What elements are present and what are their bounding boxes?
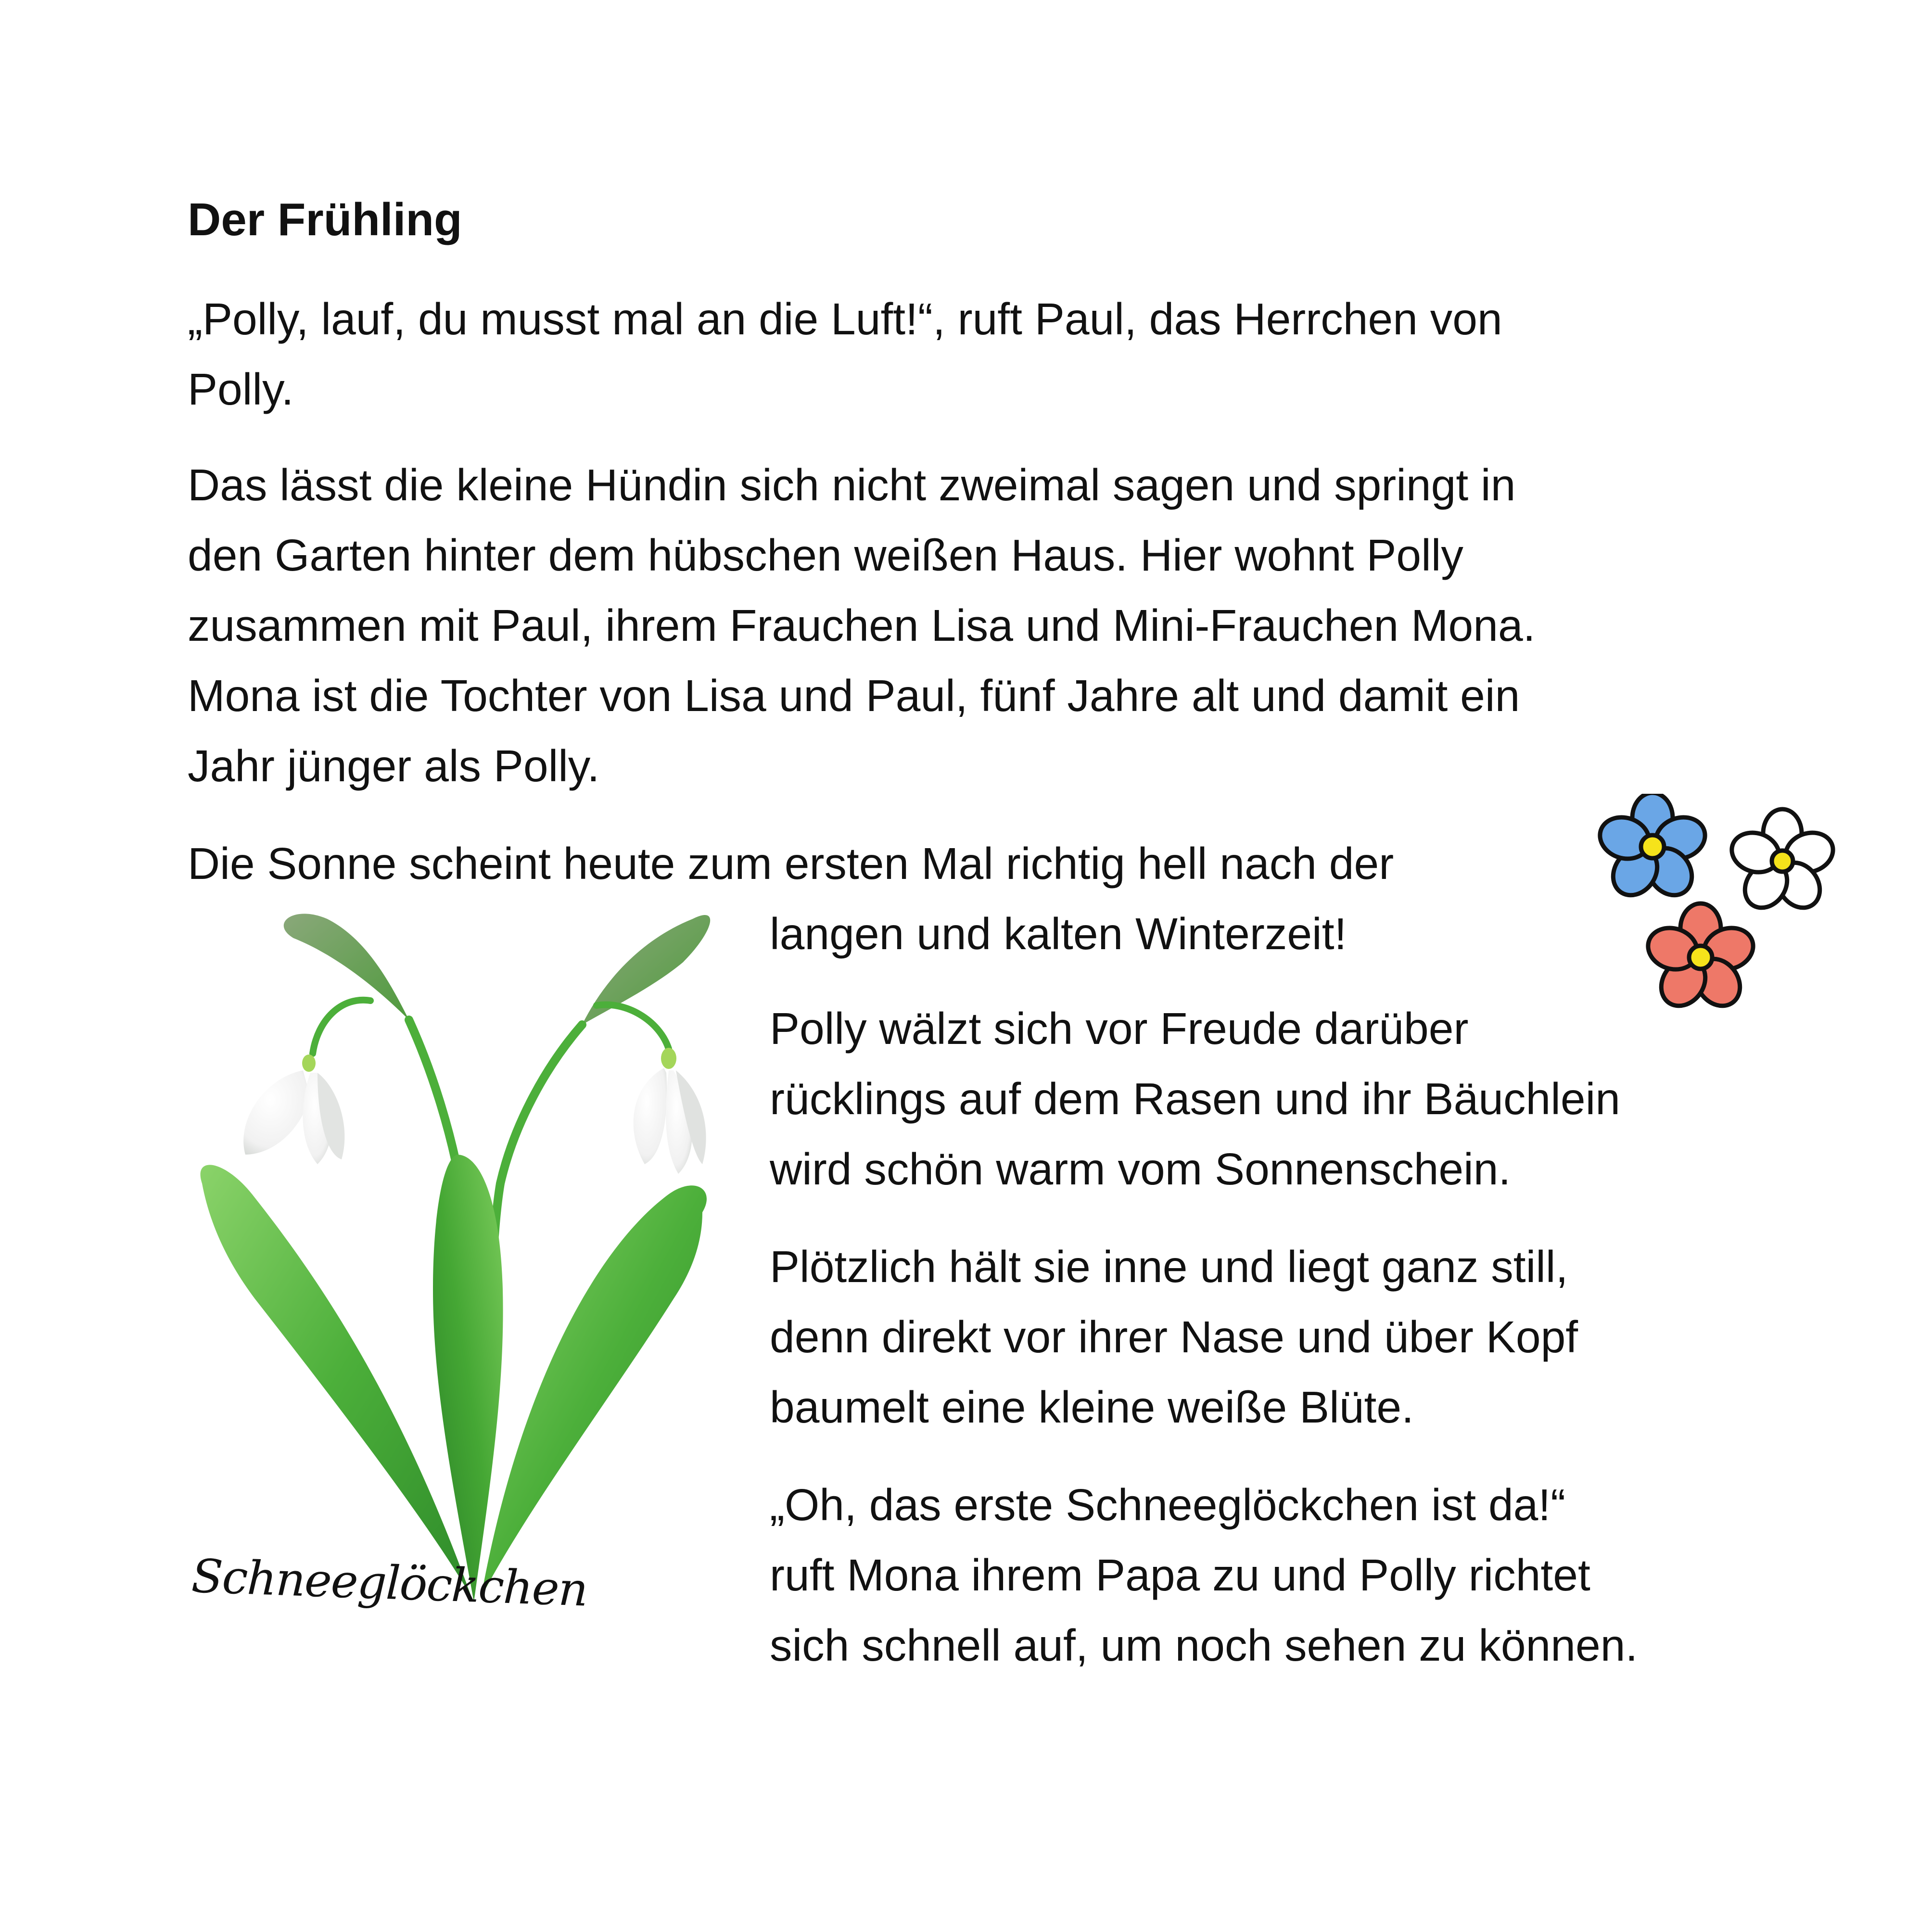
illustration-caption: Schneeglöckchen bbox=[191, 1549, 588, 1617]
red-flower bbox=[1643, 903, 1759, 1015]
white-flower bbox=[1727, 809, 1838, 916]
paragraph-4 bbox=[770, 993, 1751, 1204]
blue-flower bbox=[1597, 794, 1710, 904]
text-line: baumelt eine kleine weiße Blüte. bbox=[770, 1382, 1414, 1432]
text-line: „Oh, das erste Schneeglöckchen ist da!“ bbox=[770, 1480, 1566, 1530]
text-line: „Polly, lauf, du musst mal an die Luft!“, ruft Paul, das Herrchen von bbox=[188, 294, 1502, 344]
text-line: ruft Mona ihrem Papa zu und Polly richtet bbox=[770, 1550, 1590, 1600]
snowdrop-flower-left bbox=[243, 1055, 344, 1164]
text-line: wird schön warm vom Sonnenschein. bbox=[770, 1144, 1511, 1194]
paragraph-5 bbox=[770, 1232, 1751, 1442]
leaf-right bbox=[481, 1185, 707, 1597]
text-line: zusammen mit Paul, ihrem Frauchen Lisa und Mini-Frauchen Mona. bbox=[188, 600, 1536, 650]
paragraph-3 bbox=[188, 828, 1693, 899]
text-line: Plötzlich hält sie inne und liegt ganz still, bbox=[770, 1242, 1568, 1292]
text-line: Jahr jünger als Polly. bbox=[188, 741, 600, 791]
snowdrop-plant-icon bbox=[183, 904, 760, 1626]
paragraph-1 bbox=[188, 284, 1693, 424]
three-flowers-icon bbox=[1597, 794, 1847, 1025]
text-line: Polly. bbox=[188, 364, 294, 414]
text-line: Das lässt die kleine Hündin sich nicht zweimal sagen und springt in bbox=[188, 460, 1516, 510]
text-line: denn direkt vor ihrer Nase und über Kopf bbox=[770, 1312, 1578, 1362]
snowdrop-flower-right bbox=[634, 1048, 706, 1174]
text-line: rücklings auf dem Rasen und ihr Bäuchlein bbox=[770, 1074, 1620, 1124]
text-line: Polly wälzt sich vor Freude darüber bbox=[770, 1004, 1469, 1054]
text-line: den Garten hinter dem hübschen weißen Haus. Hier wohnt Polly bbox=[188, 530, 1463, 580]
paragraph-2 bbox=[188, 450, 1693, 801]
text-line: sich schnell auf, um noch sehen zu können. bbox=[770, 1620, 1638, 1670]
text-line: Die Sonne scheint heute zum ersten Mal richtig hell nach der bbox=[188, 839, 1394, 889]
text-line: Mona ist die Tochter von Lisa und Paul, fünf Jahre alt und damit ein bbox=[188, 671, 1520, 721]
page-title: Der Frühling bbox=[188, 194, 462, 245]
paragraph-6 bbox=[770, 1470, 1751, 1680]
text-line: langen und kalten Winterzeit! bbox=[770, 909, 1347, 959]
leaf-left bbox=[201, 1165, 471, 1597]
